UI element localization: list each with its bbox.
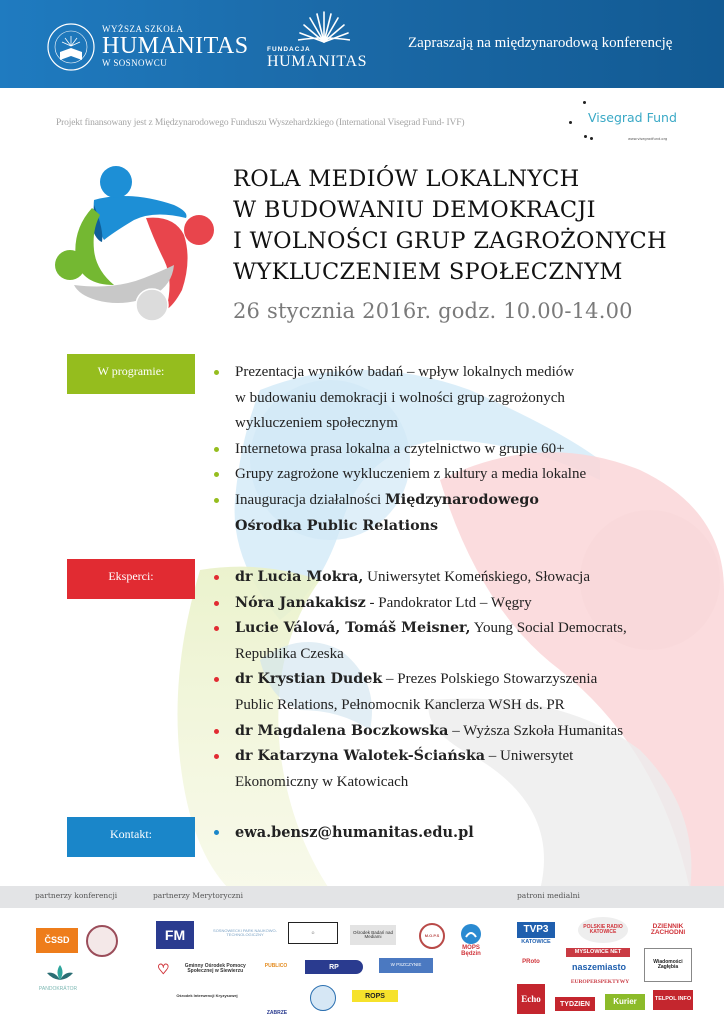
list-item: Internetowa prasa lokalna a czytelnictwo w grupie 60+ bbox=[214, 437, 586, 463]
experts-label: Eksperci: bbox=[67, 559, 195, 599]
list-item: Lucie Válová, Tomáš Meisner, Young Social Democrats, Republika Czeska bbox=[214, 616, 627, 667]
pandokrator-label: PANDOKRÁTOR bbox=[38, 985, 78, 992]
forum-mlodych-logo: FM bbox=[156, 921, 194, 949]
wsh-crest-icon bbox=[46, 22, 96, 72]
echo-logo: Echo bbox=[517, 984, 545, 1014]
list-item: Nóra Janakakisz - Pandokrator Ltd – Węgry bbox=[214, 591, 627, 617]
bullet-icon bbox=[214, 677, 219, 682]
pszczyna-logo: W PSZCZYNIE bbox=[379, 958, 433, 973]
tvp3-city-label: KATOWICE bbox=[521, 938, 551, 945]
vf-dot-icon bbox=[590, 137, 593, 140]
vf-dot-icon bbox=[584, 135, 587, 138]
rops-logo: ROPS bbox=[352, 990, 398, 1002]
contact-email-item bbox=[214, 820, 474, 846]
title-line: WYKLUCZENIEM SPOŁECZNYM bbox=[233, 259, 623, 285]
contact-list bbox=[214, 820, 474, 846]
proto-logo: PRoto bbox=[522, 959, 540, 965]
bullet-icon bbox=[214, 601, 219, 606]
list-item: Inauguracja działalności Międzynarodowego Ośrodka Public Relations bbox=[214, 488, 586, 539]
telpol-info-logo: TELPOL INFO bbox=[653, 990, 693, 1010]
media-research-logo: Ośrodek Badań nad Mediami bbox=[350, 925, 396, 945]
program-list bbox=[214, 360, 586, 539]
myslowice-net-logo: MYSLOWICE NET bbox=[566, 948, 630, 957]
tvp3-logo: TVP3 bbox=[517, 922, 555, 938]
substantive-partners-label: partnerzy Merytoryczni bbox=[153, 891, 243, 900]
event-title bbox=[233, 164, 667, 288]
bullet-icon bbox=[214, 447, 219, 452]
seal-logo-icon bbox=[86, 925, 118, 957]
bullet-icon bbox=[214, 754, 219, 759]
list-item: dr Katarzyna Walotek-Ściańska – Uniwersytet Ekonomiczny w Katowicach bbox=[214, 744, 627, 795]
contact-email-link[interactable]: ewa.bensz@humanitas.edu.pl bbox=[235, 824, 474, 841]
invite-text: Zapraszają na międzynarodową konferencję bbox=[408, 35, 673, 51]
tydzien-logo: TYDZIEN bbox=[555, 997, 595, 1011]
vf-dot-icon bbox=[583, 101, 586, 104]
mops-bedzin-logo: MOPS Będzin bbox=[456, 921, 486, 959]
sosnowiec-park-logo: SOSNOWIECKI PARK NAUKOWO-TECHNOLOGICZNY bbox=[213, 928, 277, 937]
title-line: I WOLNOŚCI GRUP ZAGROŻONYCH bbox=[233, 228, 667, 254]
bullet-icon bbox=[214, 729, 219, 734]
funding-note: Projekt finansowany jest z Międzynarodowego Funduszu Wyszehardzkiego (International Visegrad Fund- IVF) bbox=[56, 118, 465, 128]
conference-partners-label: partnerzy konferencji bbox=[35, 891, 118, 900]
dziennik-zachodni-logo: DZIENNIK ZACHODNI bbox=[650, 922, 686, 936]
cssd-logo: ČSSD bbox=[36, 928, 78, 953]
house-circle-logo-icon bbox=[310, 985, 336, 1011]
pandokrator-lotus-icon bbox=[38, 962, 82, 984]
school-name: HUMANITAS bbox=[102, 33, 249, 59]
experts-list bbox=[214, 565, 627, 795]
foundation-rays-icon bbox=[296, 0, 352, 44]
community-circle-emblem-icon bbox=[34, 160, 214, 325]
school-city: W SOSNOWCU bbox=[102, 58, 168, 68]
gops-siewierz-logo: ♡ Gminny Ośrodek Pomocy Społecznej w Siewierzu bbox=[157, 961, 246, 977]
wiadomosci-zaglebia-logo: Wiadomości Zagłębia bbox=[644, 948, 692, 982]
media-patrons-label: patroni medialni bbox=[517, 891, 580, 900]
bullet-icon bbox=[214, 472, 219, 477]
rp-logo: RP bbox=[305, 960, 363, 974]
mops-seal-logo: M.O.P.S bbox=[419, 923, 445, 949]
list-item: Grupy zagrożone wykluczeniem z kultury a media lokalne bbox=[214, 462, 586, 488]
vf-name: Visegrad Fund bbox=[588, 110, 677, 125]
polskie-radio-logo: POLSKIE RADIO KATOWICE bbox=[578, 917, 628, 943]
school-small-label: WYŻSZA SZKOŁA bbox=[102, 24, 184, 34]
publico-logo: PUBLICO bbox=[264, 962, 288, 969]
bullet-icon bbox=[214, 575, 219, 580]
program-label: W programie: bbox=[67, 354, 195, 394]
list-item: dr Lucia Mokra, Uniwersytet Komeńskiego, Słowacja bbox=[214, 565, 627, 591]
list-item: dr Krystian Dudek – Prezes Polskiego Stowarzyszenia Public Relations, Pełnomocnik Kanclerza WSH ds. PR bbox=[214, 667, 627, 718]
crisis-center-logo: Ośrodek Interwencji Kryzysowej bbox=[176, 993, 238, 998]
small-ops-logo bbox=[410, 990, 470, 998]
social-aid-house-logo-icon: ☺ bbox=[288, 922, 338, 944]
list-item: dr Magdalena Boczkowska – Wyższa Szkoła Humanitas bbox=[214, 719, 627, 745]
list-item: Prezentacja wyników badań – wpływ lokalnych mediów w budowaniu demokracji i wolności grup zagrożonych wykluczeniem społecznym bbox=[214, 360, 586, 437]
bullet-icon bbox=[214, 370, 219, 375]
foundation-small-label: FUNDACJA bbox=[267, 46, 311, 53]
mops-zabrze-logo: ZABRZE bbox=[266, 1010, 288, 1016]
vf-dot-icon bbox=[569, 121, 572, 124]
kurier-logo: Kurier bbox=[605, 994, 645, 1010]
event-date: 26 stycznia 2016r. godz. 10.00-14.00 bbox=[233, 299, 633, 323]
wsh-wordmark bbox=[102, 24, 249, 68]
vf-url: www.visegradfund.org bbox=[628, 137, 668, 141]
contact-label: Kontakt: bbox=[67, 817, 195, 857]
bullet-icon bbox=[214, 830, 219, 835]
title-line: ROLA MEDIÓW LOKALNYCH bbox=[233, 166, 580, 192]
europerspektywy-logo: EUROPERSPEKTYWY bbox=[570, 979, 630, 986]
header-banner bbox=[0, 0, 724, 88]
foundation-name: HUMANITAS bbox=[267, 53, 368, 70]
title-line: W BUDOWANIU DEMOKRACJI bbox=[233, 197, 596, 223]
bullet-icon bbox=[214, 498, 219, 503]
bullet-icon bbox=[214, 626, 219, 631]
naszemiasto-logo: naszemiasto bbox=[571, 961, 627, 972]
